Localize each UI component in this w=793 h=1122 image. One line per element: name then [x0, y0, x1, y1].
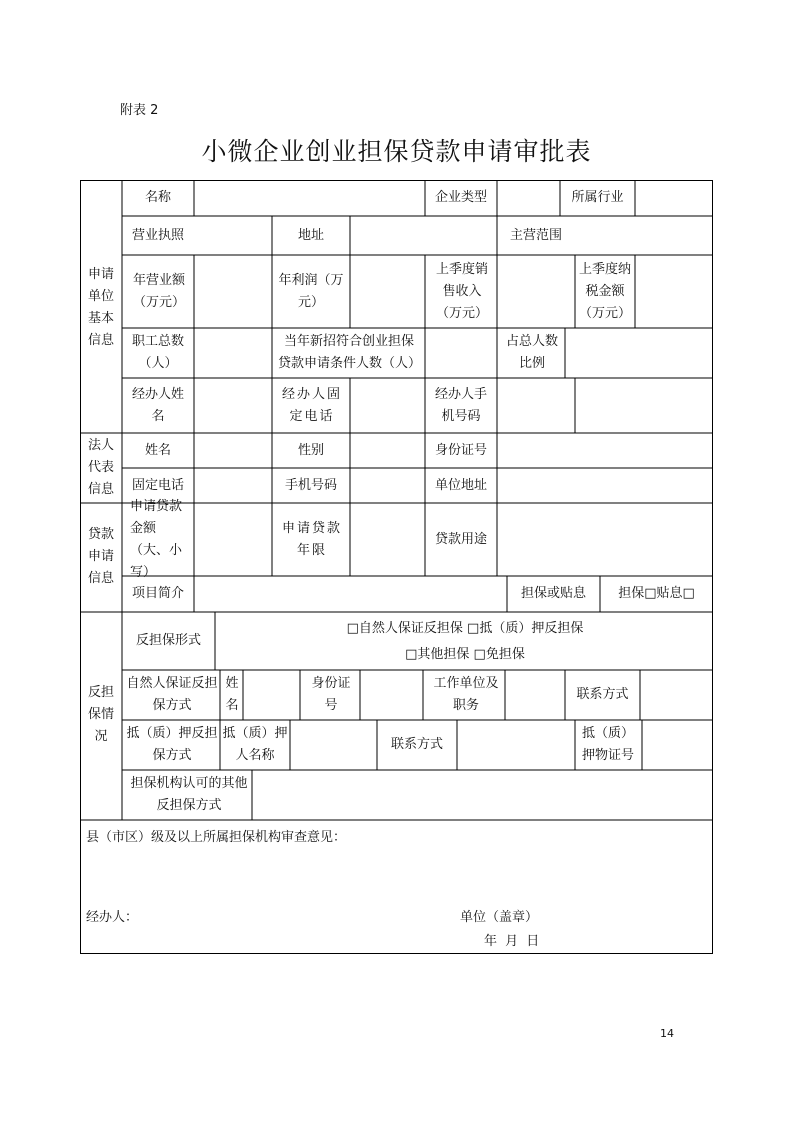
legal-mobile-field[interactable] — [351, 469, 424, 502]
legal-gender-field[interactable] — [351, 434, 424, 467]
other-counter-field[interactable] — [253, 771, 712, 819]
label-main-scope: 主营范围 — [509, 227, 562, 243]
label-cg-id: 身份证号 — [311, 676, 351, 713]
form-title: 小微企业创业担保贷款申请审批表 — [201, 137, 592, 166]
annual-profit-field[interactable] — [351, 256, 424, 327]
label-cg-contact: 联系方式 — [576, 687, 629, 702]
cg-contact-field[interactable] — [641, 671, 712, 719]
enterprise-type-field[interactable] — [498, 181, 559, 215]
label-loan-amount: 申请贷款金额（大、小写） — [130, 498, 183, 580]
label-loan-term: 申请贷款年限 — [281, 520, 342, 558]
label-license: 营业执照 — [131, 227, 184, 243]
pledge-contact-field[interactable] — [458, 721, 574, 769]
legal-unit-address-field[interactable] — [498, 469, 712, 502]
label-loan-purpose: 贷款用途 — [434, 531, 487, 547]
address-field[interactable] — [351, 217, 496, 254]
label-legal-phone: 固定电话 — [131, 477, 184, 493]
application-form — [80, 180, 713, 954]
label-pledge: 抵（质）押反担保方式 — [126, 726, 218, 763]
last-quarter-tax-field[interactable] — [636, 256, 712, 327]
handler-phone-field[interactable] — [351, 379, 424, 432]
new-hires-field[interactable] — [426, 329, 496, 377]
attachment-label: 附表 2 — [120, 103, 159, 118]
label-pledgor: 抵（质）押人名称 — [222, 726, 288, 763]
name-field[interactable] — [195, 181, 424, 215]
label-last-quarter-tax: 上季度纳税金额（万元） — [578, 261, 631, 321]
section-loan: 贷款申请信息 — [87, 527, 114, 586]
label-employees: 职工总数（人） — [131, 334, 184, 371]
label-handler-name: 经办人姓名 — [131, 386, 184, 424]
label-address: 地址 — [297, 227, 324, 243]
legal-id-field[interactable] — [498, 434, 712, 467]
review-opinion-field[interactable] — [86, 852, 706, 902]
license-field[interactable] — [195, 217, 271, 254]
cg-id-field[interactable] — [361, 671, 422, 719]
project-field[interactable] — [195, 577, 506, 611]
pledgor-field[interactable] — [291, 721, 376, 769]
review-opinion-label: 县（市区）级及以上所属担保机构审查意见： — [86, 830, 347, 845]
label-legal-gender: 性别 — [297, 442, 324, 458]
label-enterprise-type: 企业类型 — [434, 190, 487, 205]
handler-mobile-field[interactable] — [498, 379, 712, 432]
employees-field[interactable] — [195, 329, 271, 377]
legal-name-field[interactable] — [195, 434, 271, 467]
main-scope-field[interactable] — [576, 217, 712, 254]
label-project: 项目简介 — [131, 586, 184, 601]
label-last-quarter-revenue: 上季度销售收入（万元） — [435, 261, 488, 321]
label-guarantee-or-subsidy: 担保或贴息 — [520, 586, 586, 601]
label-new-hires: 当年新招符合创业担保贷款申请条件人数（人） — [278, 334, 422, 371]
label-cg-work-unit: 工作单位及职务 — [433, 676, 499, 713]
page-number: 14 — [660, 1027, 674, 1040]
section-legal: 法人代表信息 — [87, 438, 114, 497]
label-annual-profit: 年利润（万元） — [278, 272, 344, 310]
counter-form-options-2[interactable]: □其他担保 □免担保 — [405, 647, 525, 662]
industry-field[interactable] — [636, 181, 712, 215]
counter-form-options-1[interactable]: □自然人保证反担保 □抵（质）押反担保 — [346, 621, 584, 636]
loan-purpose-field[interactable] — [498, 504, 712, 575]
label-legal-mobile: 手机号码 — [284, 477, 337, 493]
ratio-field[interactable] — [566, 329, 712, 377]
review-handler-label: 经办人： — [86, 910, 139, 925]
label-pledge-contact: 联系方式 — [390, 737, 443, 752]
label-ratio: 占总人数比例 — [505, 334, 558, 371]
guarantee-subsidy-checkboxes[interactable]: 担保□贴息□ — [618, 586, 695, 601]
label-name: 名称 — [144, 190, 171, 205]
section-applicant: 申请单位基本信息 — [87, 267, 114, 348]
loan-term-field[interactable] — [351, 504, 424, 575]
legal-phone-field[interactable] — [195, 469, 271, 502]
annual-revenue-field[interactable] — [195, 256, 271, 327]
handler-name-field[interactable] — [195, 379, 271, 432]
label-legal-name: 姓名 — [144, 442, 171, 458]
label-other-counter: 担保机构认可的其他反担保方式 — [130, 776, 248, 813]
label-natural-person: 自然人保证反担保方式 — [126, 676, 218, 713]
section-counter: 反担保情况 — [87, 685, 114, 744]
last-quarter-revenue-field[interactable] — [498, 256, 574, 327]
loan-amount-field[interactable] — [195, 504, 271, 575]
label-cg-name: 姓名 — [225, 676, 239, 713]
cg-work-unit-field[interactable] — [506, 671, 564, 719]
pledge-id-field[interactable] — [643, 721, 712, 769]
label-pledge-id: 抵（质）押物证号 — [581, 726, 634, 763]
label-handler-phone: 经办人固定电话 — [281, 386, 342, 424]
review-seal-label: 单位（盖章） — [460, 910, 539, 925]
review-date-label: 年 月 日 — [484, 934, 542, 949]
label-annual-revenue: 年营业额（万元） — [132, 272, 185, 310]
label-handler-mobile: 经办人手机号码 — [434, 386, 487, 424]
label-legal-unit-address: 单位地址 — [434, 477, 487, 493]
label-legal-id: 身份证号 — [434, 442, 487, 458]
label-industry: 所属行业 — [571, 190, 624, 205]
label-counter-form: 反担保形式 — [135, 633, 201, 648]
cg-name-field[interactable] — [244, 671, 299, 719]
